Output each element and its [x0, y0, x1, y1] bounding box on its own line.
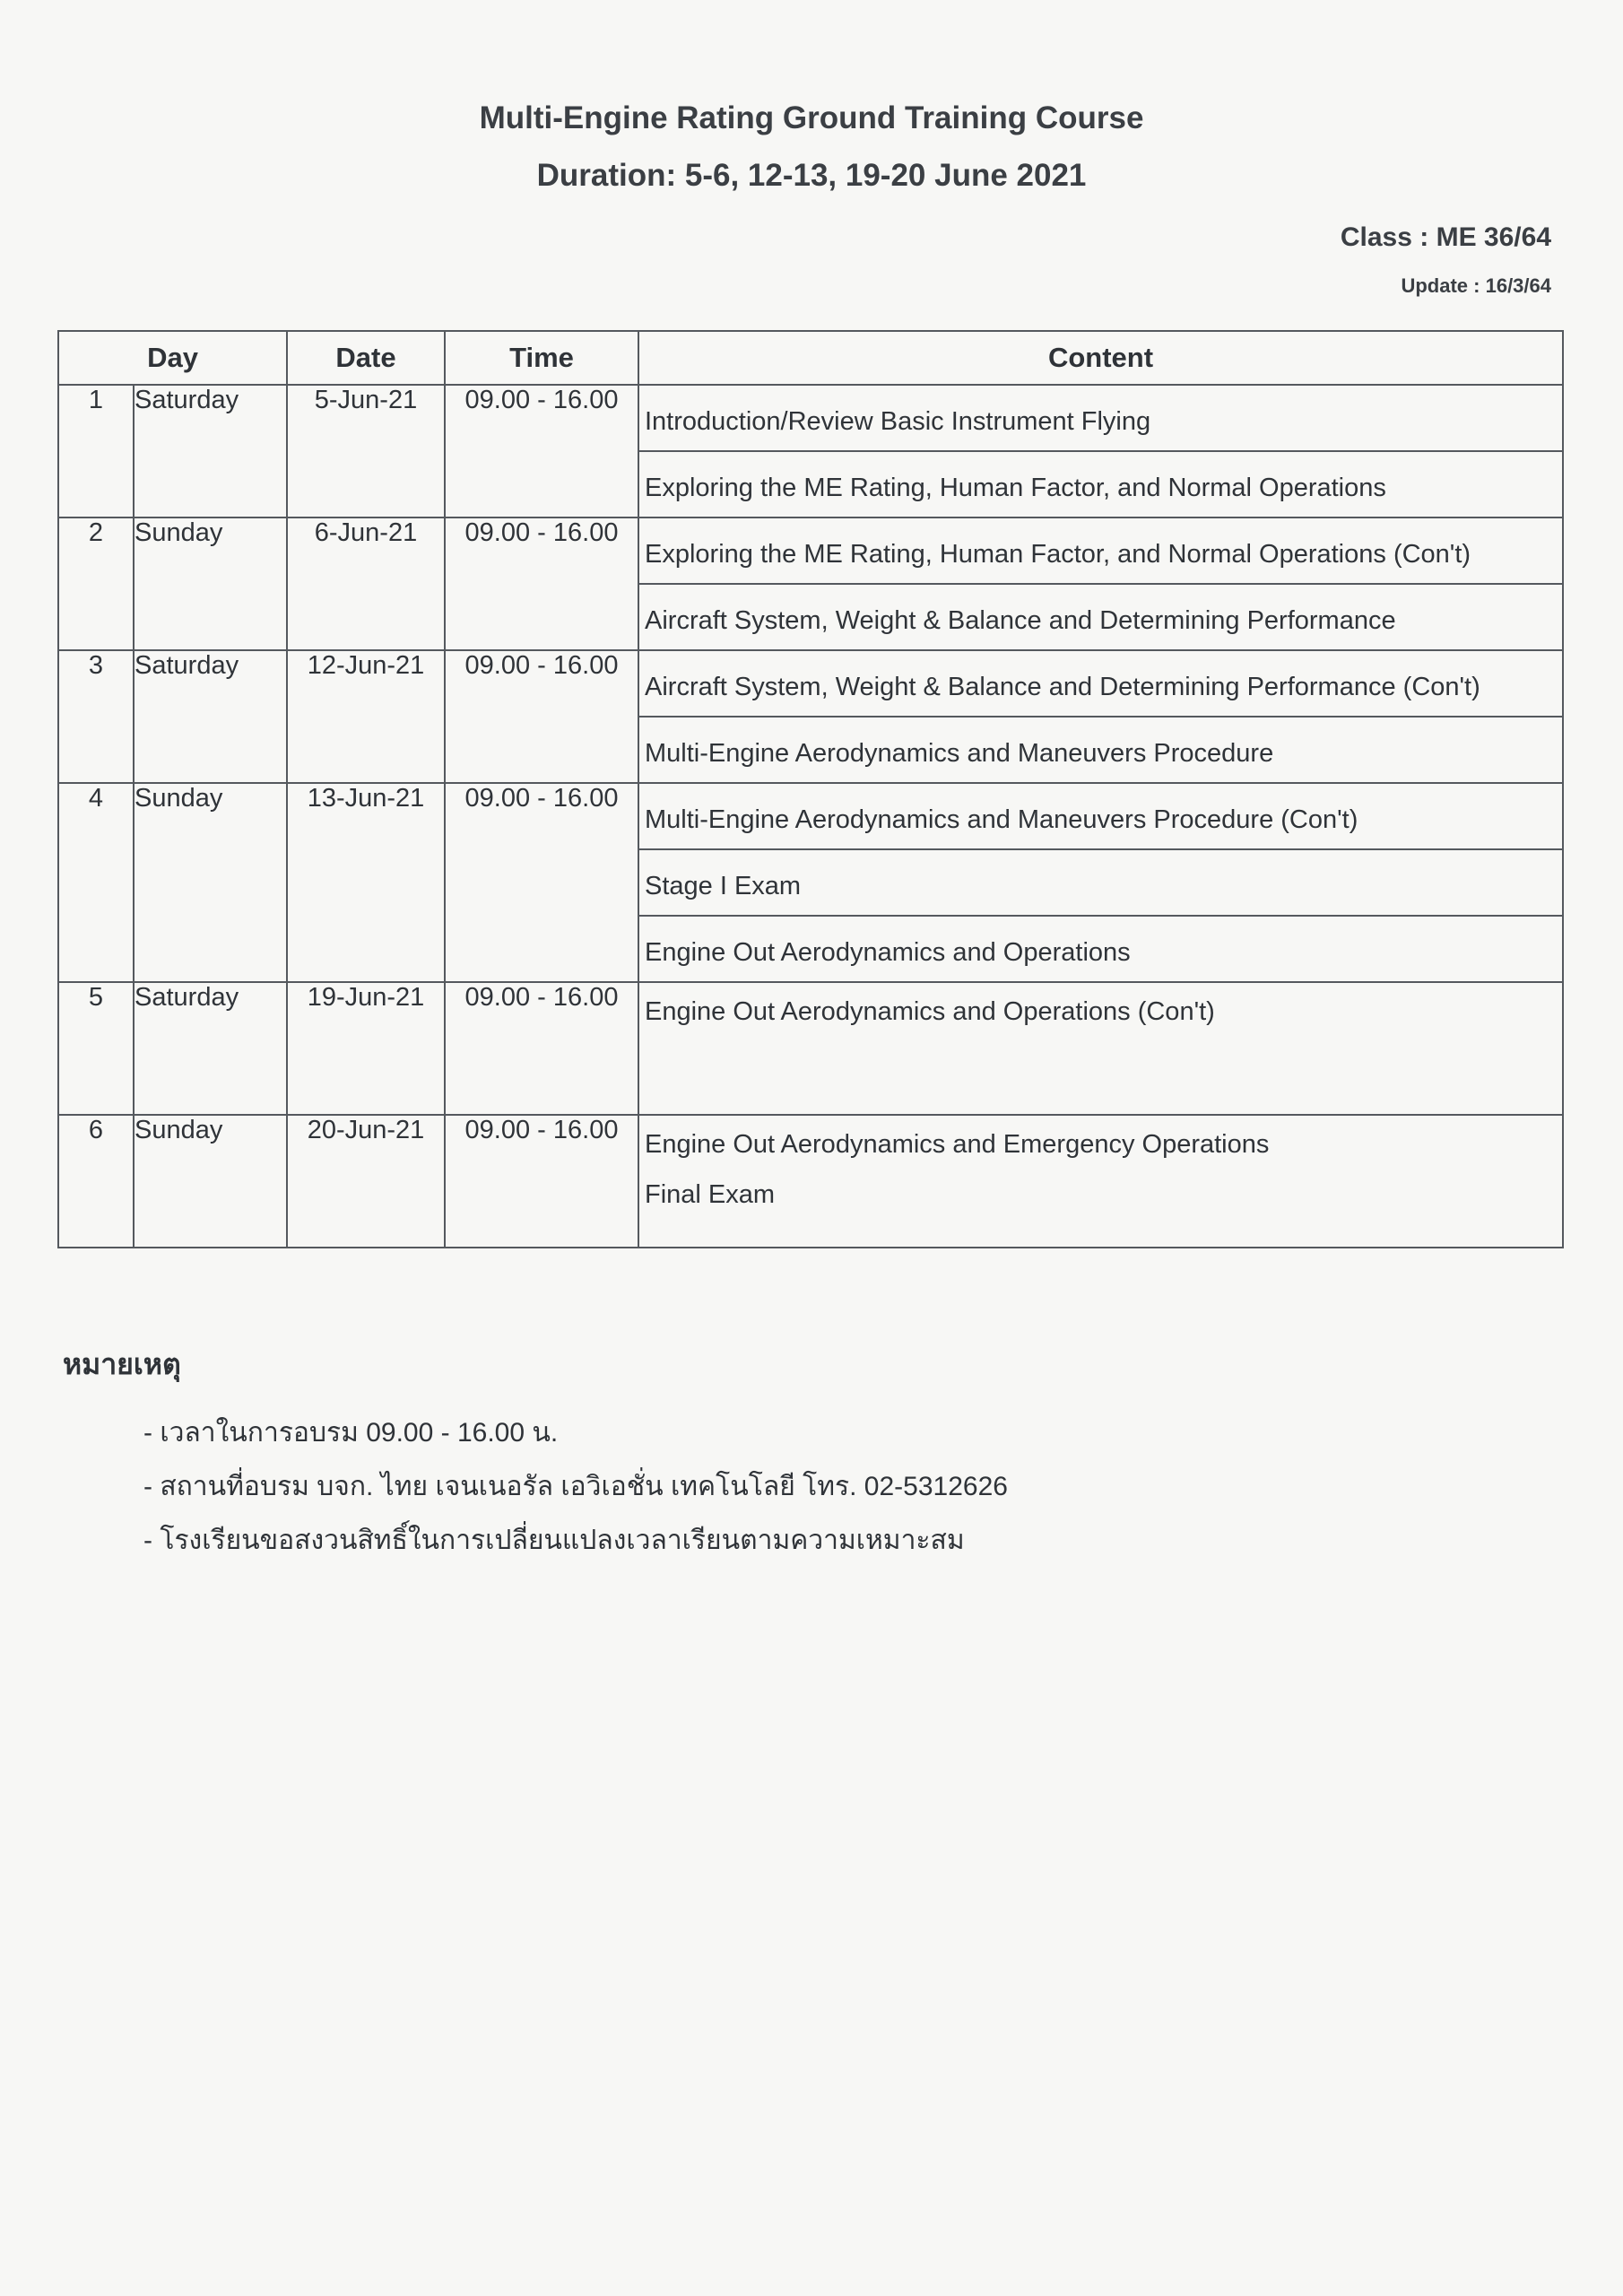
content-item: Introduction/Review Basic Instrument Flying [639, 386, 1562, 452]
content-item: Engine Out Aerodynamics and Operations (Con't) [645, 997, 1215, 1026]
remark-item: - โรงเรียนขอสงวนสิทธิ์ในการเปลี่ยนแปลงเวลาเรียนตามความเหมาะสม [143, 1526, 965, 1555]
header-content: Content [638, 331, 1563, 385]
content-cell [638, 517, 1563, 650]
update-label: Update : 16/3/64 [1401, 274, 1551, 297]
content-cell [638, 385, 1563, 517]
content-cell [638, 1115, 1563, 1248]
day-number: 4 [58, 783, 134, 982]
time-cell: 09.00 - 16.00 [445, 385, 638, 517]
content-item: Exploring the ME Rating, Human Factor, and Normal Operations [645, 474, 1386, 502]
remarks-list [143, 1406, 1008, 1568]
header-day: Day [58, 331, 287, 385]
content-item: Engine Out Aerodynamics and Operations [645, 938, 1131, 967]
day-name: Saturday [134, 982, 287, 1115]
remark-item: - เวลาในการอบรม 09.00 - 16.00 น. [143, 1418, 559, 1448]
table-row [58, 650, 1563, 783]
content-cell [638, 982, 1563, 1115]
day-name: Sunday [134, 783, 287, 982]
day-number: 1 [58, 385, 134, 517]
day-number: 2 [58, 517, 134, 650]
class-label: Class : ME 36/64 [1340, 222, 1551, 252]
date-cell: 5-Jun-21 [287, 385, 445, 517]
content-item: Multi-Engine Aerodynamics and Maneuvers Procedure (Con't) [639, 784, 1562, 850]
day-name: Sunday [134, 1115, 287, 1248]
day-number: 3 [58, 650, 134, 783]
table-row [58, 783, 1563, 982]
content-cell [638, 783, 1563, 982]
content-item: Engine Out Aerodynamics and Emergency Operations [645, 1130, 1270, 1159]
header-date: Date [287, 331, 445, 385]
date-cell: 13-Jun-21 [287, 783, 445, 982]
time-cell: 09.00 - 16.00 [445, 650, 638, 783]
content-item: Multi-Engine Aerodynamics and Maneuvers Procedure [645, 739, 1274, 768]
table-row [58, 385, 1563, 517]
day-number: 6 [58, 1115, 134, 1248]
day-name: Saturday [134, 650, 287, 783]
time-cell: 09.00 - 16.00 [445, 517, 638, 650]
remark-item: - สถานที่อบรม บจก. ไทย เจนเนอรัล เอวิเอชั่น เทคโนโลยี โทร. 02-5312626 [143, 1472, 1008, 1501]
table-header-row [58, 331, 1563, 385]
course-duration: Duration: 5-6, 12-13, 19-20 June 2021 [536, 158, 1087, 193]
remarks-heading: หมายเหตุ [63, 1348, 181, 1380]
content-item: Stage I Exam [639, 850, 1562, 917]
schedule-table [57, 330, 1564, 1248]
content-item: Exploring the ME Rating, Human Factor, and Normal Operations (Con't) [639, 518, 1562, 585]
time-cell: 09.00 - 16.00 [445, 783, 638, 982]
document-title: Multi-Engine Rating Ground Training Course [479, 100, 1144, 135]
content-cell [638, 650, 1563, 783]
date-cell: 19-Jun-21 [287, 982, 445, 1115]
day-number: 5 [58, 982, 134, 1115]
time-cell: 09.00 - 16.00 [445, 1115, 638, 1248]
table-row [58, 982, 1563, 1115]
header-time: Time [445, 331, 638, 385]
day-name: Saturday [134, 385, 287, 517]
date-cell: 20-Jun-21 [287, 1115, 445, 1248]
content-item: Aircraft System, Weight & Balance and Determining Performance [645, 606, 1396, 635]
table-row [58, 1115, 1563, 1248]
content-item: Final Exam [645, 1180, 776, 1209]
day-name: Sunday [134, 517, 287, 650]
content-item: Aircraft System, Weight & Balance and Determining Performance (Con't) [639, 651, 1562, 718]
time-cell: 09.00 - 16.00 [445, 982, 638, 1115]
date-cell: 6-Jun-21 [287, 517, 445, 650]
table-row [58, 517, 1563, 650]
date-cell: 12-Jun-21 [287, 650, 445, 783]
